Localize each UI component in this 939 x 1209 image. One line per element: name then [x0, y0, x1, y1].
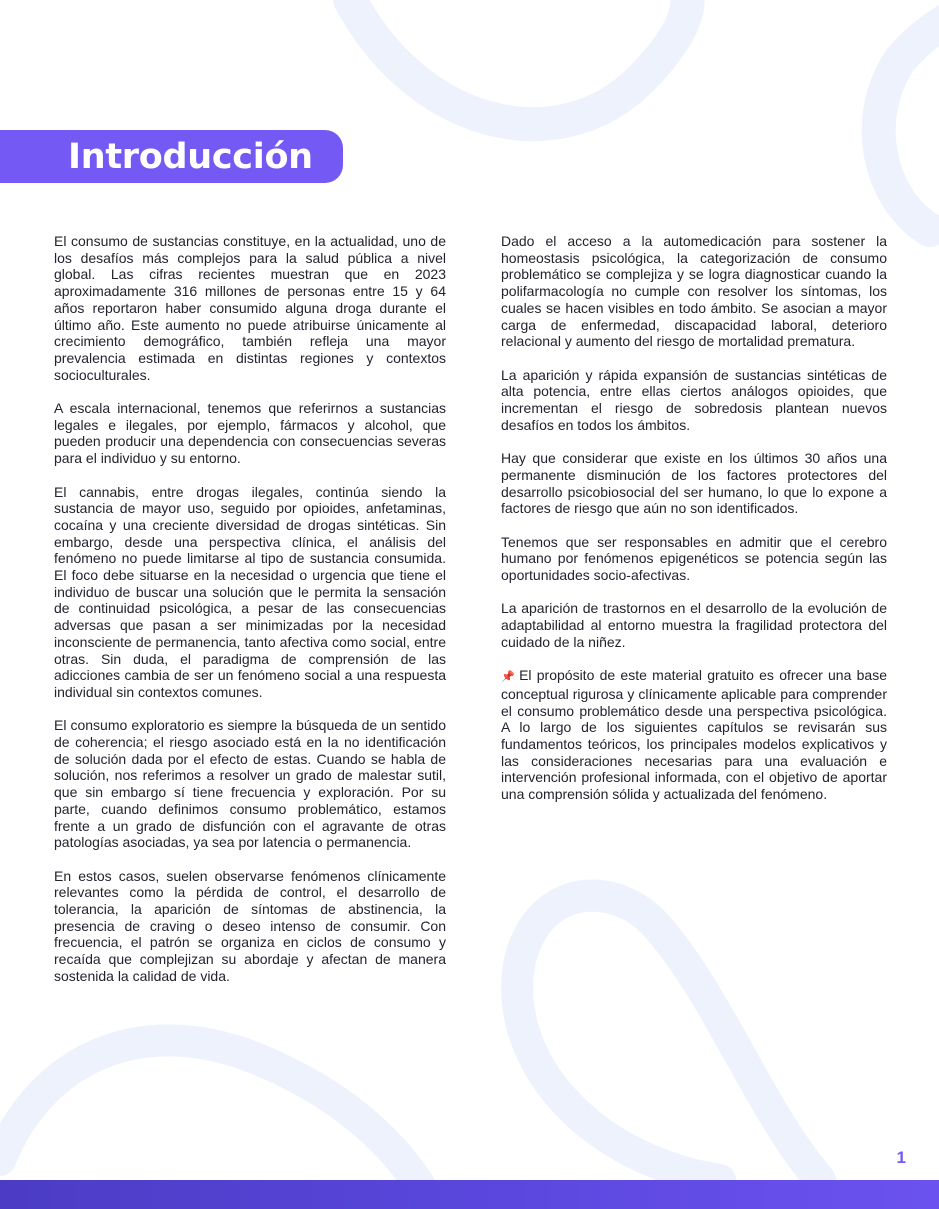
paragraph: El consumo exploratorio es siempre la búsqueda de un sentido de coherencia; el riesgo asociado está en la no identificación de solución dada por el efecto de estas. Cuando se habla de solución, nos referimos a resolver un grado de malestar sutil, que sin embargo sí tiene frecuencia y exploración. Por su parte, cuando definimos consumo problemático, estamos frente a un grado de disfunción con el agravante de otras patologías asociadas, ya sea por latencia o permanencia.	[54, 717, 446, 851]
paragraph: El consumo de sustancias constituye, en la actualidad, uno de los desafíos más complejos para la salud pública a nivel global. Las cifras recientes muestran que en 2023 aproximadamente 316 millones de personas entre 15 y 64 años reportaron haber consumido alguna droga durante el último año. Este aumento no puede atribuirse únicamente al crecimiento demográfico, también refleja una mayor prevalencia estimada en distintas regiones y contextos socioculturales.	[54, 233, 446, 383]
paragraph: La aparición de trastornos en el desarrollo de la evolución de adaptabilidad al entorno muestra la fragilidad protectora del cuidado de la niñez.	[501, 600, 887, 650]
paragraph: La aparición y rápida expansión de sustancias sintéticas de alta potencia, entre ellas ciertos análogos opioides, que incrementan el riesgo de sobredosis plantean nuevos desafíos en todos los ámbitos.	[501, 366, 887, 433]
paragraph: A escala internacional, tenemos que referirnos a sustancias legales e ilegales, por ejemplo, fármacos y alcohol, que pueden producir una dependencia con consecuencias severas para el individuo y su entorno.	[54, 400, 446, 467]
paragraph: Hay que considerar que existe en los últimos 30 años una permanente disminución de los factores protectores del desarrollo psicobiosocial del ser humano, lo que lo expone a factores de riesgo que aún no son identificados.	[501, 450, 887, 517]
page-title: Introducción	[68, 137, 313, 177]
purpose-text: El propósito de este material gratuito es ofrecer una base conceptual rigurosa y clínicamente aplicable para comprender el consumo problemático desde una perspectiva psicológica. A lo largo de los siguientes capítulos se revisarán sus fundamentos teóricos, los principales modelos explicativos y las consideraciones necesarias para una evaluación e intervención profesional informada, con el objetivo de aportar una comprensión sólida y actualizada del fenómeno.	[501, 667, 887, 803]
page-number: 1	[896, 1148, 906, 1167]
paragraph: Tenemos que ser responsables en admitir que el cerebro humano por fenómenos epigenéticos se potencia según las oportunidades socio-afectivas.	[501, 533, 887, 584]
footer-bar	[0, 1180, 939, 1209]
pushpin-icon: 📌	[501, 671, 517, 684]
paragraph: El cannabis, entre drogas ilegales, continúa siendo la sustancia de mayor uso, seguido por opioides, anfetaminas, cocaína y una creciente diversidad de drogas sintéticas. Sin embargo, desde una perspectiva clínica, el análisis del fenómeno no puede limitarse al tipo de sustancia consumida. El foco debe situarse en la necesidad o urgencia que tiene el individuo de buscar una solución que le permita la sensación de continuidad psicológica, a pesar de las consecuencias adversas que pasan a ser minimizadas por la necesidad inconsciente de permanencia, tanto afectiva como social, entre otras. Sin duda, el paradigma de comprensión de las adicciones cambia de ser un fenómeno social a una respuesta individual sin contextos comunes.	[54, 483, 446, 700]
left-text-column	[54, 233, 446, 1001]
paragraph: En estos casos, suelen observarse fenómenos clínicamente relevantes como la pérdida de control, el desarrollo de tolerancia, la aparición de síntomas de abstinencia, la presencia de craving o deseo intenso de consumir. Con frecuencia, el patrón se organiza en ciclos de consumo y recaída que complejizan su abordaje y afectan de manera sostenida la calidad de vida.	[54, 867, 446, 984]
paragraph: Dado el acceso a la automedicación para sostener la homeostasis psicológica, la categorización de consumo problemático se complejiza y se logra diagnosticar cuando la polifarmacología no cumple con resolver los síntomas, los cuales se hacen visibles en todo ámbito. Se asocian a mayor carga de enfermedad, discapacidad laboral, deterioro relacional y aumento del riesgo de mortalidad prematura.	[501, 233, 887, 350]
section-title-banner	[0, 130, 343, 183]
purpose-paragraph	[501, 667, 887, 803]
right-text-column	[501, 233, 887, 820]
